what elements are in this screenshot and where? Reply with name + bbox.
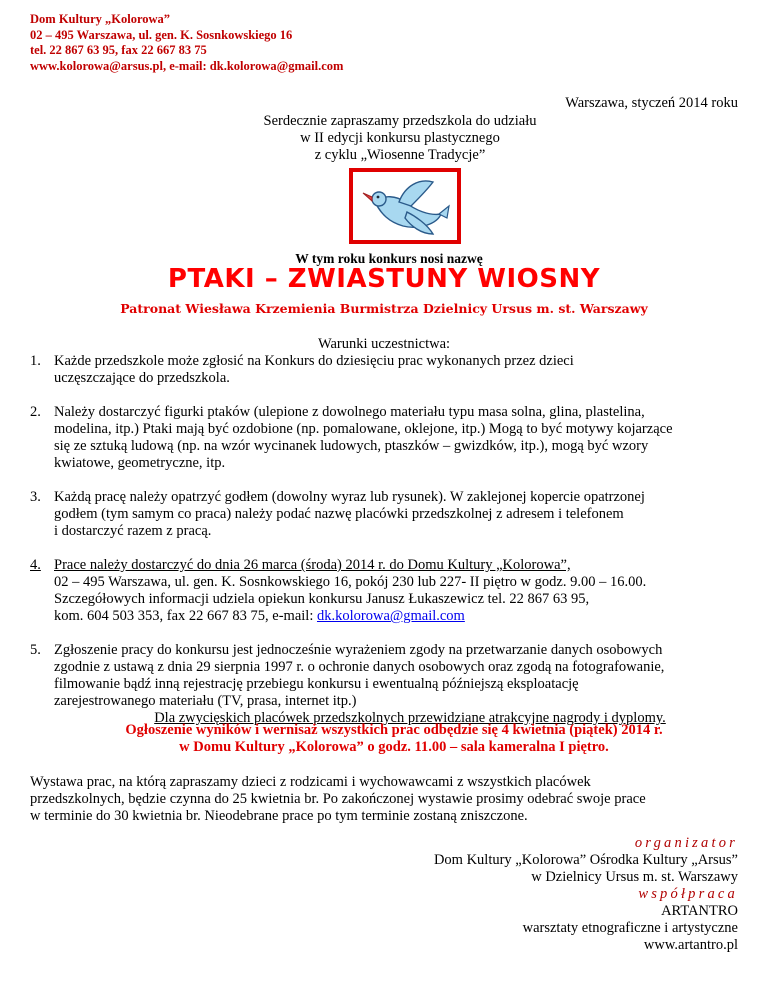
- letter-date: Warszawa, styczeń 2014 roku: [565, 95, 738, 111]
- cooperation-label: współpraca: [638, 886, 738, 902]
- partner-website: www.artantro.pl: [643, 937, 738, 953]
- condition-item-1: 1. Każde przedszkole może zgłosić na Konkurs do dziesięciu prac wykonanych przez dzieci uczęszczające do przedszkola.: [30, 353, 574, 386]
- delivery-deadline: Prace należy dostarczyć do dnia 26 marca (środa) 2014 r. do Domu Kultury „Kolorowa”,: [54, 557, 571, 573]
- contest-intro: W tym roku konkurs nosi nazwę: [295, 251, 483, 266]
- organizer-label: organizator: [634, 835, 738, 851]
- organizer-line-1: Dom Kultury „Kolorowa” Ośrodka Kultury „Arsus”: [433, 852, 738, 868]
- invitation: [0, 113, 768, 164]
- invitation-line-2: w II edycji konkursu plastycznego: [300, 130, 500, 146]
- org-phone: tel. 22 867 63 95, fax 22 667 83 75: [30, 43, 207, 57]
- condition-item-4: 4. Prace należy dostarczyć do dnia 26 marca (środa) 2014 r. do Domu Kultury „Kolorowa”, 02 – 495 Warszawa, ul. gen. K. Sosnkowskiego 16, pokój 230 lub 227- II piętro w godz. 9.00 – 16.00. Szczegółowych informacji udziela opiekun konkursu Janusz Łukaszewicz tel. 22 867 63 95, kom. 604 503 353, fax 22 667 83 75, e-mail: dk.kolorowa@gmail.com: [30, 557, 750, 625]
- condition-item-2: 2. Należy dostarczyć figurki ptaków (ulepione z dowolnego materiału typu masa solna, glina, plastelina, modelina, itp.) Ptaki mają być ozdobione (np. pomalowane, oklejone, itp.) Mogą to być motywy kojarzące się ze sztuką ludową (np. na wzór wycinanek ludowych, ptaszków – gwizdków, itp.), mogą być wzory kwiatowe, geometryczne, itp.: [30, 404, 673, 471]
- prizes-note: Dla zwycięskich placówek przedszkolnych przewidziane atrakcyjne nagrody i dyplomy.: [154, 710, 666, 726]
- exhibition-info: Wystawa prac, na którą zapraszamy dzieci z rodzicami i wychowawcami z wszystkich placówek przedszkolnych, będzie czynna do 25 kwietnia br. Po zakończonej wystawie prosimy odebrać swoje prace w terminie do 30 kwietnia br. Nieodebrane prace po tym terminie zostaną zniszczone.: [30, 774, 646, 824]
- invitation-line-1: Serdecznie zapraszamy przedszkola do udziału: [263, 113, 537, 129]
- patronage: Patronat Wiesława Krzemienia Burmistrza Dzielnicy Ursus m. st. Warszawy: [120, 301, 648, 316]
- letterhead: [30, 12, 343, 74]
- conditions-heading: Warunki uczestnictwa:: [317, 336, 451, 352]
- org-name: Dom Kultury „Kolorowa”: [30, 12, 171, 26]
- org-web-email: www.kolorowa@arsus.pl, e-mail: dk.kolorowa@gmail.com: [30, 58, 344, 73]
- organizer-line-2: w Dzielnicy Ursus m. st. Warszawy: [531, 869, 738, 885]
- contest-title: PTAKI – ZWIASTUNY WIOSNY: [167, 264, 601, 294]
- conditions-list: [30, 353, 750, 727]
- bird-picture-frame: [349, 168, 461, 244]
- invitation-line-3: z cyklu „Wiosenne Tradycje”: [314, 147, 486, 163]
- condition-item-5: 5. Zgłoszenie pracy do konkursu jest jednocześnie wyrażeniem zgody na przetwarzanie danych osobowych zgodnie z ustawą z dnia 29 sierpnia 1997 r. o ochronie danych osobowych oraz zgodą na fotografowanie, filmowanie bądź inną rejestrację przebiegu konkursu i ewentualną późniejszą eksploatację zarejestrowanego materiału (TV, prasa, internet itp.) Dla zwycięskich placówek przedszkolnych przewidziane atrakcyjne nagrody i dyplomy.: [30, 642, 750, 727]
- bird-icon: [353, 172, 457, 240]
- partner-name: ARTANTRO: [661, 903, 738, 919]
- footer-signature: [434, 835, 738, 954]
- results-announcement: Ogłoszenie wyników i wernisaż wszystkich prac odbędzie się 4 kwietnia (piątek) 2014 r. w Domu Kultury „Kolorowa” o godz. 11.00 – sala kameralna I piętro.: [125, 722, 663, 755]
- contact-email-link[interactable]: dk.kolorowa@gmail.com: [316, 608, 465, 624]
- partner-description: warsztaty etnograficzne i artystyczne: [522, 920, 738, 936]
- org-address: 02 – 495 Warszawa, ul. gen. K. Sosnkowskiego 16: [30, 27, 293, 42]
- condition-item-3: 3. Każdą pracę należy opatrzyć godłem (dowolny wyraz lub rysunek). W zaklejonej kopercie opatrzonej godłem (tym samym co praca) należy podać nazwę placówki przedszkolnej z adresem i telefonem i dostarczyć razem z pracą.: [30, 489, 645, 539]
